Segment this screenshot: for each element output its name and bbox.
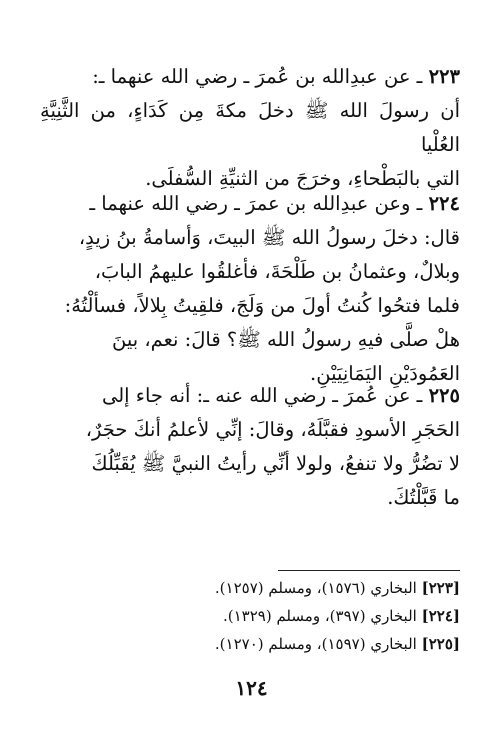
hadith-number: ٢٢٤ xyxy=(428,192,460,215)
footnote-text: البخاري (١٥٩٧)، ومسلم (١٢٧٠). xyxy=(214,635,417,653)
hadith-224 xyxy=(40,187,460,391)
footnote-ref: [٢٢٤] xyxy=(421,607,460,625)
hadith-number: ٢٢٣ xyxy=(428,65,460,88)
hadith-line: لا تضُرُّ ولا تنفعُ، ولولا أنِّي رأيتُ النبيَّ ﷺ يُقَبِّلُكَ xyxy=(91,452,460,475)
footnote-ref: [٢٢٣] xyxy=(421,579,460,597)
hadith-223 xyxy=(40,60,460,196)
hadith-text: ـ وعن عبدِالله بن عمرَ ـ رضي الله عنهما ـ xyxy=(89,192,423,215)
hadith-text: ـ عن عُمرَ ـ رضي الله عنه ـ: أنه جاء إلى xyxy=(101,384,423,407)
hadith-line: التي بالبَطْحاءِ، وخرَجَ من الثنيِّةِ السُّفلَى. xyxy=(145,167,460,190)
hadith-line: العَمُودَيْنِ اليَمَانِيَيْنِ. xyxy=(310,362,460,385)
hadith-text: ـ عن عبدِالله بن عُمرَ ـ رضي الله عنهما ـ: xyxy=(92,65,423,88)
footnote xyxy=(40,574,460,602)
footnote-ref: [٢٢٥] xyxy=(421,635,460,653)
page-number: ١٢٤ xyxy=(235,676,268,700)
hadith-line xyxy=(40,187,460,221)
hadith-line: هلْ صلَّى فيهِ رسولُ الله ﷺ؟ قالَ: نعم، بينَ xyxy=(111,328,460,351)
footnote xyxy=(40,630,460,658)
hadith-line: أن رسولَ الله ﷺ دخلَ مكةَ مِن كَدَاءٍ، من الثَّنِيَّةِ العُلْيا xyxy=(40,99,460,156)
hadith-line xyxy=(40,60,460,94)
footnote-text: البخاري (١٥٧٦)، ومسلم (١٢٥٧). xyxy=(214,579,417,597)
hadith-line: ما قَبَّلْتُكَ. xyxy=(387,486,460,509)
hadith-line: فلما فتحُوا كُنتُ أولَ من وَلَجَ، فلقِيتُ بِلالاً، فسألْتُهُ: xyxy=(64,294,460,317)
footnote xyxy=(40,602,460,630)
footnote-divider xyxy=(278,570,460,571)
footnote-text: البخاري (٣٩٧)، ومسلم (١٣٢٩). xyxy=(222,607,417,625)
hadith-line: قال: دخلَ رسولُ الله ﷺ البيتَ، وَأسامةُ بنُ زيدٍ، xyxy=(78,226,460,249)
hadith-line xyxy=(40,379,460,413)
hadith-line: الحَجَرِ الأسودِ فقبَّلَهُ، وقالَ: إنِّي لأعلمُ أنكَ حجَرٌ، xyxy=(85,418,460,441)
hadith-225 xyxy=(40,379,460,515)
hadith-line: وبلالٌ، وعثمانُ بن طَلْحَةَ، فأغلقُوا عليهمُ البابَ، xyxy=(94,260,460,283)
hadith-number: ٢٢٥ xyxy=(428,384,460,407)
footnotes xyxy=(40,574,460,658)
